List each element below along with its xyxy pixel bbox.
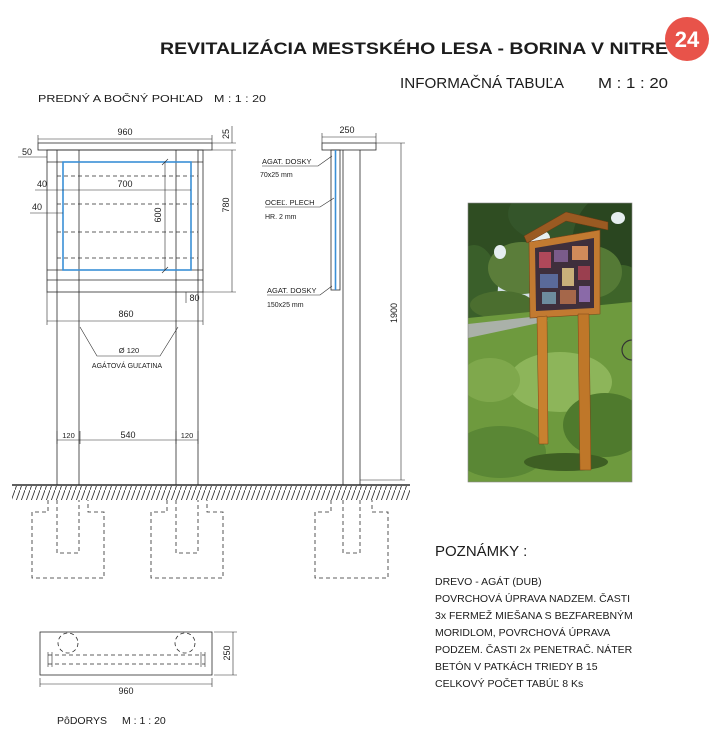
dim-bottom-rail-label: 80 (189, 293, 200, 303)
notes-line: DREVO - AGÁT (DUB) (435, 576, 542, 588)
callout-sheet-thickness: HR. 2 mm (265, 214, 297, 221)
callout-top-planks-size: 70x25 mm (260, 172, 293, 179)
notes-line: 3x FERMEŽ MIEŠANA S BEZFAREBNÝM (435, 610, 633, 622)
dim-roof-height-label: 25 (221, 128, 231, 140)
callout-bottom-planks-label: AGAT. DOSKY (267, 286, 317, 295)
sheet-subtitle-scale: M : 1 : 20 (598, 75, 668, 92)
front-view-caption-scale: M : 1 : 20 (214, 93, 267, 105)
dim-board-height-label: 600 (153, 207, 163, 223)
dim-frame-height-label: 780 (221, 197, 231, 213)
dim-plan-depth-label: 250 (222, 645, 232, 661)
ground-line (12, 485, 410, 500)
dim-plan-width-label: 960 (118, 686, 134, 696)
notes-line: POVRCHOVÁ ÚPRAVA NADZEM. ČASTI (435, 593, 631, 605)
dim-side-depth-label: 250 (339, 125, 355, 135)
photo-sign-post-left (537, 316, 548, 444)
dim-frame-width-label: 860 (118, 309, 134, 319)
front-view-caption: PREDNÝ A BOČNÝ POHĽAD (38, 93, 177, 105)
dim-roof-width-label: 960 (117, 127, 133, 137)
sign-photo (448, 184, 652, 482)
notes-title: POZNÁMKY : (435, 543, 528, 560)
notes-line: CELKOVÝ POČET TABÚĽ 8 Ks (435, 678, 584, 690)
photo-sign-post-right (578, 314, 591, 470)
notes-line: BETÓN V PATKÁCH TRIEDY B 15 (435, 661, 598, 673)
badge-number: 24 (674, 27, 700, 52)
dim-plank-1-label: 40 (37, 179, 48, 189)
dim-board-width-label: 700 (117, 179, 133, 189)
dim-post-right-label: 120 (180, 431, 194, 440)
dim-post-left-label: 120 (62, 431, 75, 440)
dim-top-offset-label: 50 (22, 147, 33, 157)
dim-post-gap-label: 540 (120, 430, 136, 440)
plan-view-caption: PôDORYS (57, 715, 107, 727)
post-material-label: AGÁTOVÁ GUĽATINA (91, 363, 163, 370)
callout-top-planks-label: AGAT. DOSKY (262, 157, 312, 166)
callout-bottom-planks-size: 150x25 mm (267, 302, 304, 309)
sheet-title: REVITALIZÁCIA MESTSKÉHO LESA - BORINA V NITRE (160, 40, 590, 58)
sheet-subtitle: INFORMAČNÁ TABUĽA (400, 75, 564, 92)
plan-view-caption-scale: M : 1 : 20 (122, 715, 166, 727)
notes-line: MORIDLOM, POVRCHOVÁ ÚPRAVA (435, 627, 611, 639)
dim-plank-2-label: 40 (32, 202, 43, 212)
callout-sheet-label: OCEĽ. PLECH (265, 198, 315, 207)
notes-line: PODZEM. ČASTI 2x PENETRAČ. NÁTER (435, 644, 633, 656)
post-diameter-label: Ø 120 (118, 346, 140, 355)
dim-total-height-label: 1900 (389, 302, 399, 324)
